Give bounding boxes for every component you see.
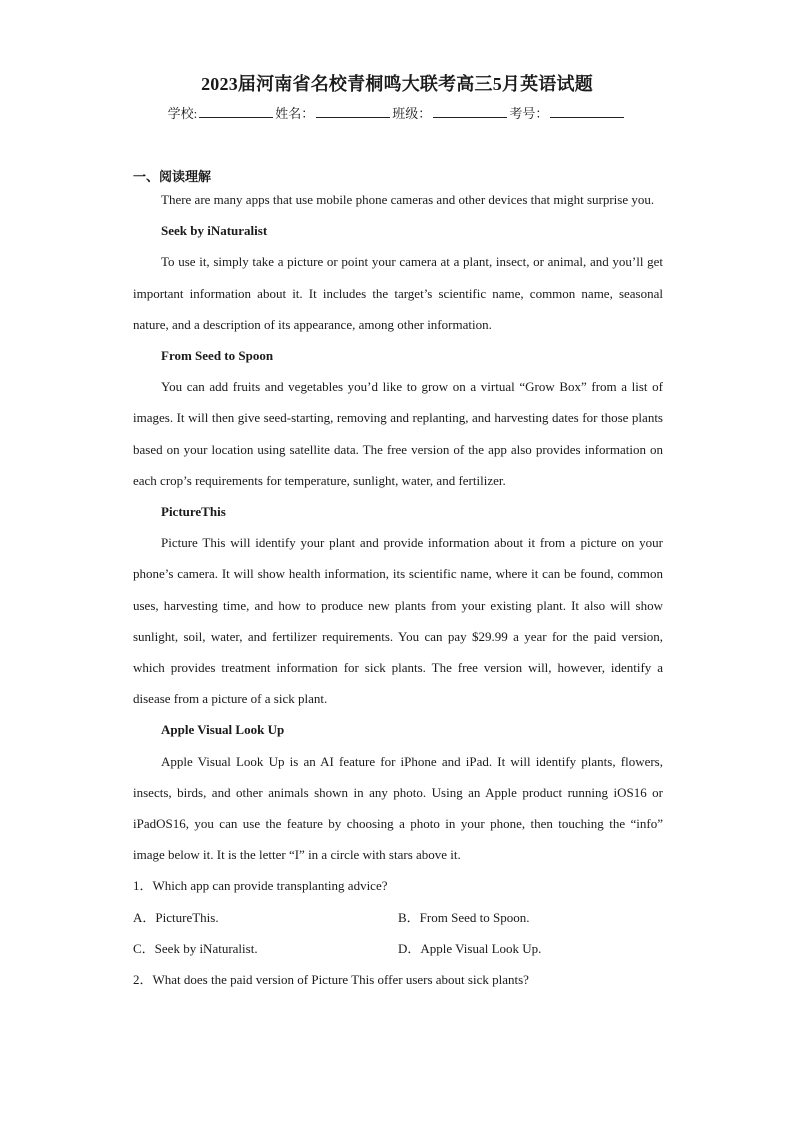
school-label: 学校: bbox=[167, 106, 198, 121]
section-title: 一、阅读理解 bbox=[133, 169, 212, 184]
option-d[interactable]: D．Apple Visual Look Up. bbox=[398, 940, 542, 956]
option-b[interactable]: B．From Seed to Spoon. bbox=[398, 909, 530, 925]
app-paragraph: Picture This will identify your plant and provide information about it from a picture on your phone’s camera. It will show health information, its scientific name, where it can be found, common uses, harvesting time, and how to produce new plants from your existing plant. It also will show sunlight, soil, water, and fertilizer requirements. You can pay $29.99 a year for the paid version, which provides treatment information for sick plants. The free version will, however, identify a disease from a picture of a sick plant. bbox=[133, 535, 663, 707]
student-info-line bbox=[0, 103, 794, 122]
number-label: 考号： bbox=[509, 106, 549, 121]
class-label: 班级： bbox=[392, 106, 432, 121]
passage-body bbox=[133, 184, 663, 995]
app-heading: Seek by iNaturalist bbox=[161, 223, 268, 239]
class-blank[interactable] bbox=[433, 105, 507, 118]
passage-intro: There are many apps that use mobile phone cameras and other devices that might surprise you. bbox=[161, 192, 655, 207]
school-blank[interactable] bbox=[199, 105, 273, 118]
question-stem: 1．Which app can provide transplanting advice? bbox=[133, 878, 388, 894]
options-row bbox=[133, 902, 663, 933]
app-paragraph: You can add fruits and vegetables you’d like to grow on a virtual “Grow Box” from a list of images. It will then give seed-starting, removing and replanting, and harvesting dates for those plants based on your location using satellite data. The free version of the app also provides information on each crop’s requirements for temperature, sunlight, water, and fertilizer. bbox=[133, 379, 663, 488]
options-row bbox=[133, 933, 663, 964]
exam-title: 2023届河南省名校青桐鸣大联考高三5月英语试题 bbox=[201, 74, 593, 94]
name-label: 姓名： bbox=[275, 106, 315, 121]
number-blank[interactable] bbox=[550, 105, 624, 118]
option-c[interactable]: C．Seek by iNaturalist. bbox=[133, 940, 258, 956]
app-heading: Apple Visual Look Up bbox=[161, 722, 285, 738]
app-heading: From Seed to Spoon bbox=[161, 348, 274, 364]
question-stem: 2．What does the paid version of Picture This offer users about sick plants? bbox=[133, 972, 529, 988]
option-a[interactable]: A．PictureThis. bbox=[133, 909, 219, 925]
app-heading: PictureThis bbox=[161, 504, 226, 520]
app-paragraph: Apple Visual Look Up is an AI feature for iPhone and iPad. It will identify plants, flowers, insects, birds, and other animals shown in any photo. Using an Apple product running iOS16 or iPadOS16, you can use the feature by choosing a photo in your phone, then touching the “info” image below it. It is the letter “I” in a circle with stars above it. bbox=[133, 753, 663, 863]
app-paragraph: To use it, simply take a picture or point your camera at a plant, insect, or animal, and you’ll get important information about it. It includes the target’s scientific name, common name, seasonal nature, and a description of its appearance, among other information. bbox=[133, 254, 663, 332]
name-blank[interactable] bbox=[316, 105, 390, 118]
